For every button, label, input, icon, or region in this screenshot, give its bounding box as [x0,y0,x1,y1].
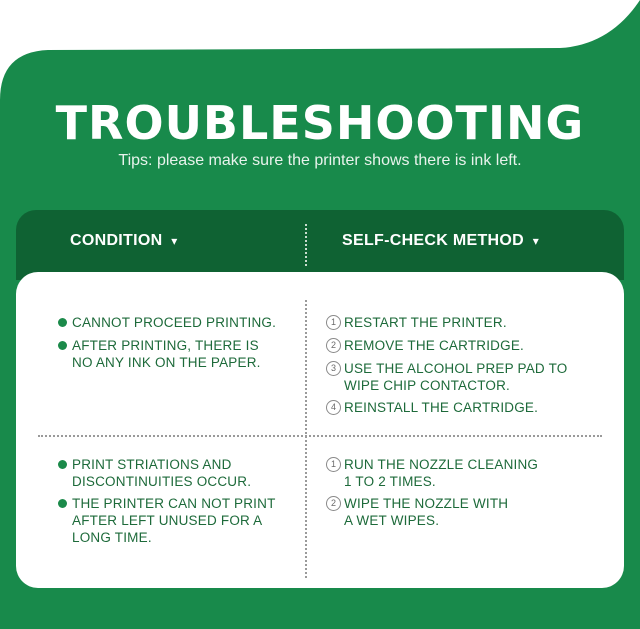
page-title: TROUBLESHOOTING [55,96,585,150]
step-number-icon: 1 [326,457,341,472]
row-divider [38,435,602,437]
bullet-icon [58,318,67,327]
condition-item: THE PRINTER CAN NOT PRINT AFTER LEFT UNUSED FOR A LONG TIME. [72,496,276,545]
condition-item: PRINT STRIATIONS AND DISCONTINUITIES OCCUR. [72,457,252,489]
column-divider [305,300,307,578]
bullet-icon [58,341,67,350]
table-header [16,210,624,280]
condition-header [70,232,178,250]
condition-item: AFTER PRINTING, THERE IS NO ANY INK ON THE PAPER. [72,338,261,370]
bullet-icon [58,499,67,508]
step-number-icon: 2 [326,338,341,353]
step-number-icon: 1 [326,315,341,330]
header-divider [305,224,307,266]
condition-item: CANNOT PROCEED PRINTING. [72,315,277,330]
dropdown-arrow-icon: ▾ [532,234,540,248]
method-item: WIPE THE NOZZLE WITH A WET WIPES. [344,496,509,528]
method-item: RESTART THE PRINTER. [344,315,507,330]
step-number-icon: 2 [326,496,341,511]
method-item: RUN THE NOZZLE CLEANING 1 TO 2 TIMES. [344,457,539,489]
method-item: REMOVE THE CARTRIDGE. [344,338,524,353]
method-item: REINSTALL THE CARTRIDGE. [344,400,539,415]
bullet-icon [58,460,67,469]
step-number-icon: 3 [326,361,341,376]
tips-text: Tips: please make sure the printer shows there is ink left. [118,152,522,169]
condition-header-label: CONDITION [70,232,163,249]
step-number-icon: 4 [326,400,341,415]
method-item: USE THE ALCOHOL PREP PAD TO WIPE CHIP CONTACTOR. [344,361,568,393]
table-body [16,272,624,588]
method-header [342,232,539,250]
dropdown-arrow-icon: ▾ [171,234,178,248]
method-header-label: SELF-CHECK METHOD [342,232,524,249]
